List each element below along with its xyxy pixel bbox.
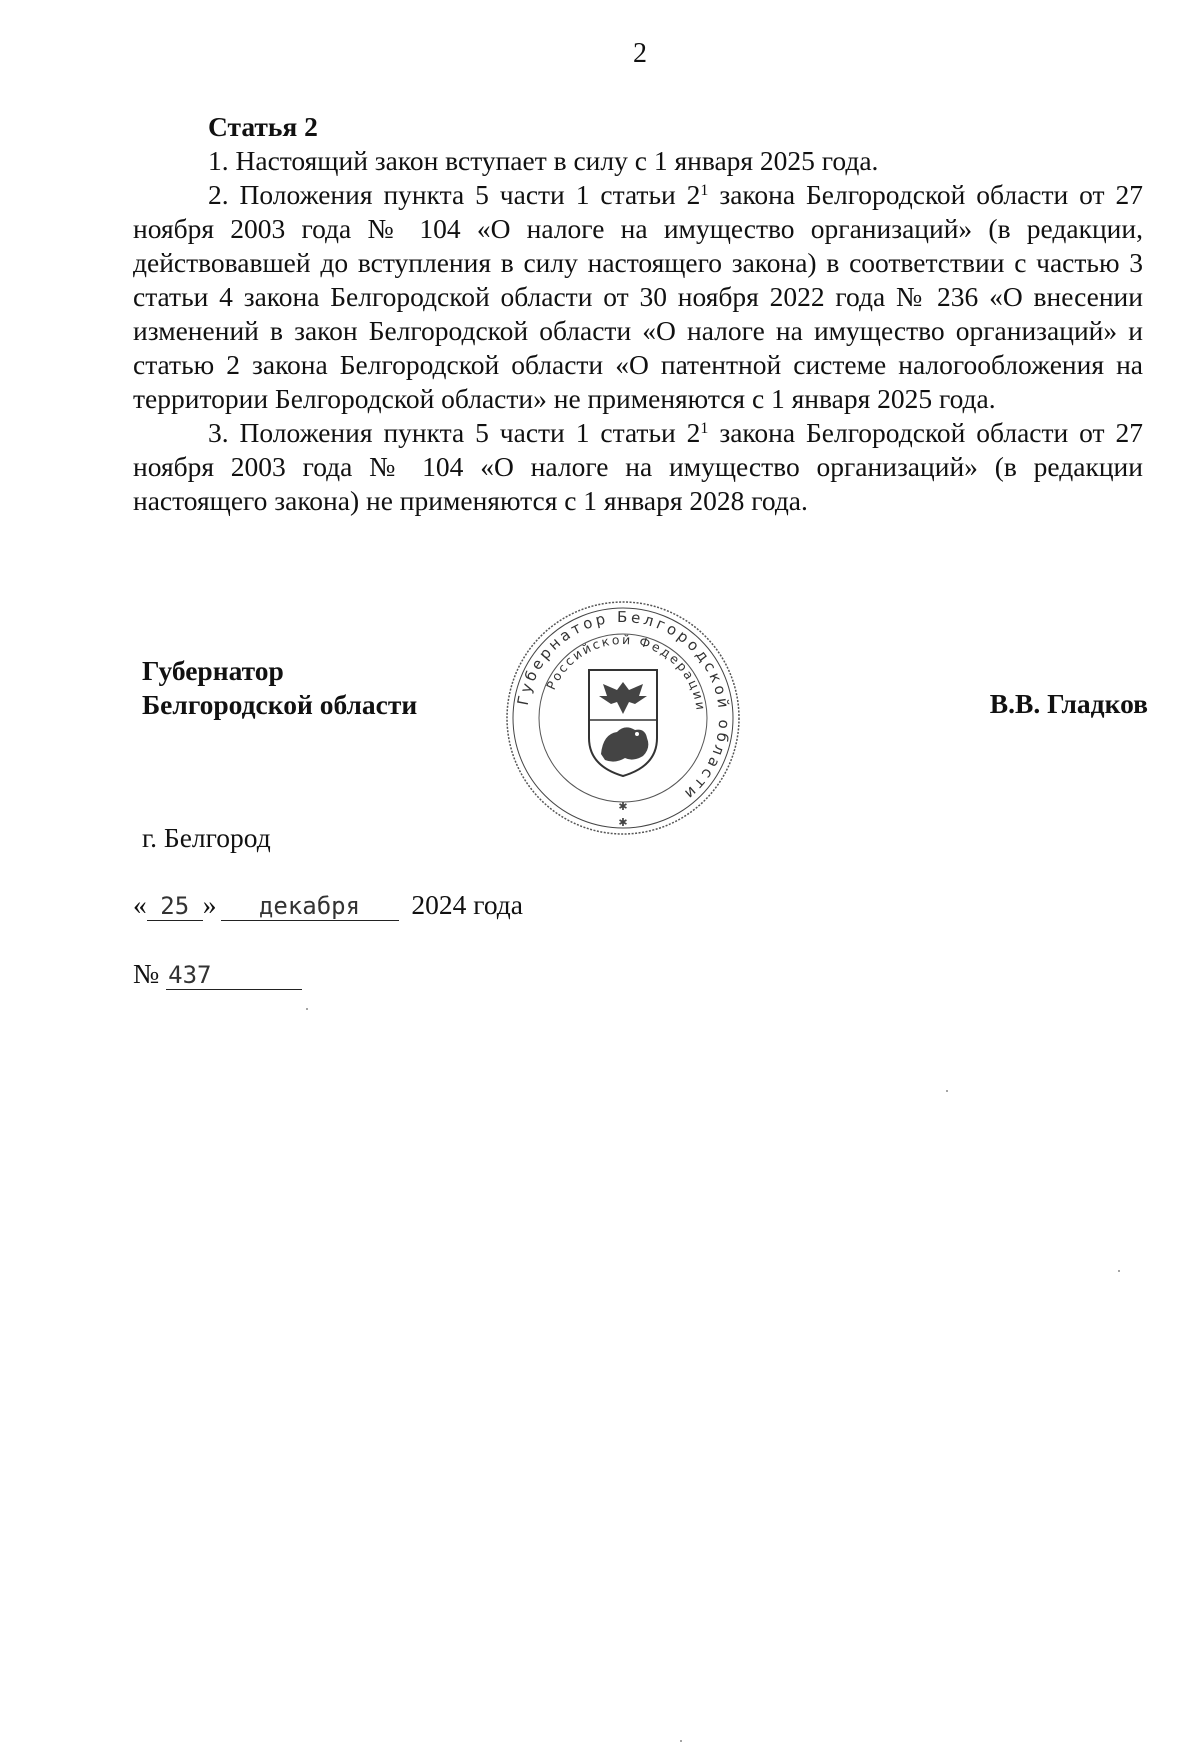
star-icon: ✱ (618, 817, 628, 829)
scan-speck (680, 1740, 682, 1742)
coat-of-arms-icon (589, 670, 657, 776)
article-heading: Статья 2 (208, 111, 318, 142)
seal-inner-text: Российской Федерации (543, 631, 709, 713)
paragraph-2-start: 2. Положения пункта 5 части 1 статьи 2 (208, 179, 701, 210)
number-sign: № (133, 958, 160, 989)
paragraph-2-rest: закона Белгородской области от 27 ноября 2003 года № 104 «О налоге на имущество организаций» (в редакции, действовавшей до вступления в силу настоящего закона) в соответствии с частью 3 статьи 4 закона Белгородской области от 30 ноября 2022 года № 236 «О внесении изменений в закон Белгородской области «О налоге на имущество организаций» и статью 2 закона Белгородской области «О патентной системе налогообложения на территории Белгородской области» не применяются с 1 января 2025 года. (133, 179, 1143, 414)
page-number: 2 (633, 38, 647, 69)
date-close-quote: » (202, 889, 217, 920)
date-open-quote: « (133, 889, 147, 920)
star-icon: ✱ (618, 801, 628, 813)
seal-outer-text: Губернатор Белгородской области (513, 607, 734, 805)
date-year: 2024 года (411, 889, 523, 920)
paragraph-3-rest: закона Белгородской области от 27 ноября 2003 года № 104 «О налоге на имущество организаций» (в редакции настоящего закона) не применяются с 1 января 2028 года. (133, 417, 1143, 516)
law-number (133, 958, 302, 990)
signatory-title-line2: Белгородской области (142, 689, 418, 720)
place-of-signing: г. Белгород (142, 822, 271, 853)
scan-speck (1118, 1270, 1120, 1272)
scan-speck (306, 1008, 308, 1010)
paragraph-1-text: 1. Настоящий закон вступает в силу с 1 января 2025 года. (208, 145, 879, 176)
signatory-name: В.В. Гладков (989, 688, 1148, 719)
signing-date (133, 889, 523, 921)
paragraph-3 (133, 416, 1143, 518)
scan-speck (946, 1090, 948, 1092)
date-day: 25 (147, 892, 203, 921)
paragraph-3-superscript: 1 (700, 420, 709, 437)
paragraph-2-superscript: 1 (700, 182, 709, 199)
article-body (133, 110, 1143, 518)
signatory-title-line1: Губернатор (142, 655, 284, 686)
date-month: декабря (221, 892, 399, 921)
number-value: 437 (166, 961, 302, 990)
paragraph-3-start: 3. Положения пункта 5 части 1 статьи 2 (208, 417, 701, 448)
official-seal (503, 598, 743, 838)
paragraph-2 (133, 178, 1143, 416)
paragraph-1 (133, 144, 1143, 178)
signatory-title (142, 654, 417, 722)
